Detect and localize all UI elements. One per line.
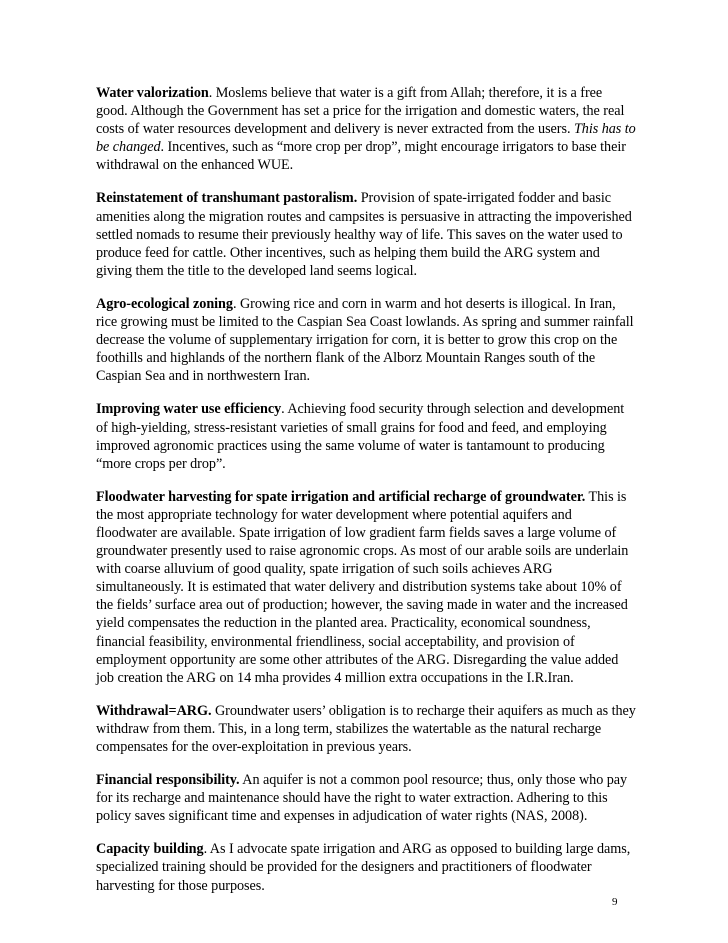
paragraph-floodwater-harvesting xyxy=(96,488,636,687)
paragraph-italic-text: This has to be changed xyxy=(96,121,636,156)
heading-suffix: . xyxy=(232,295,240,312)
paragraph-heading: Reinstatement of transhumant pastoralism. xyxy=(96,190,358,207)
paragraph-water-use-efficiency xyxy=(96,400,636,472)
paragraph-financial-responsibility xyxy=(96,771,636,825)
paragraph-text: An aquifer is not a common pool resource; thus, only those who pay for its recharge and maintenance should have the right to water extraction. Adhering to this policy saves significant time and expenses in adjudication of water rights (NAS, 2008). xyxy=(96,772,628,825)
paragraph-text: Moslems believe that water is a gift from Allah; therefore, it is a free good. Although the Government has set a price for the irrigation and domestic waters, the real costs of water resources development and delivery is never extracted from the users. xyxy=(96,85,625,138)
paragraph-tail-text: . Incentives, such as “more crop per drop”, might encourage irrigators to base their withdrawal on the enhanced WUE. xyxy=(96,139,626,174)
page-number: 9 xyxy=(612,896,618,908)
paragraph-text: This is the most appropriate technology for water development where potential aquifers and floodwater are available. Spate irrigation of low gradient farm fields saves a large volume of groundwater presently used to raise agronomic crops. As most of our arable soils are underlain with coarse alluvium of good quality, spate irrigation of such soils achieves ARG simultaneously. It is estimated that water delivery and distribution systems take about 10% of the fields’ surface area out of production; however, the saving made in water and the increased yield compensates the reduction in the planted area. Practicality, economical soundness, financial feasibility, environmental friendliness, social acceptability, and provision of employment opportunity are some other attributes of the ARG. Disregarding the value added job creation the ARG on 14 mha provides 4 million extra occupations in the I.R.Iran. xyxy=(96,488,629,686)
paragraph-text: Provision of spate-irrigated fodder and basic amenities along the migration routes and campsites is persuasive in attracting the impoverished settled nomads to resume their previously healthy way of life. This saves on the water used to produce feed for cattle. Other incentives, such as helping them build the ARG system and giving them the title to the developed land seems logical. xyxy=(96,190,632,279)
heading-suffix: . xyxy=(203,841,210,858)
paragraph-heading: Withdrawal=ARG. xyxy=(96,702,212,719)
paragraph-heading: Water valorization xyxy=(96,85,209,101)
paragraph-text: Growing rice and corn in warm and hot deserts is illogical. In Iran, rice growing must be limited to the Caspian Sea Coast lowlands. As spring and summer rainfall decrease the volume of supplementary irrigation for corn, it is better to grow this crop on the foothills and highlands of the northern flank of the Alborz Mountain Ranges south of the Caspian Sea and in northwestern Iran. xyxy=(96,295,634,385)
paragraph-text: As I advocate spate irrigation and ARG as opposed to building large dams, specialized training should be provided for the designers and practitioners of floodwater harvesting for those purposes. xyxy=(96,841,631,894)
paragraph-water-valorization xyxy=(96,84,636,174)
paragraph-agro-ecological-zoning xyxy=(96,295,636,385)
heading-suffix: . xyxy=(208,85,216,101)
paragraph-heading: Capacity building xyxy=(96,841,204,858)
paragraph-capacity-building xyxy=(96,840,636,894)
paragraph-heading: Improving water use efficiency xyxy=(96,401,282,418)
heading-suffix: . xyxy=(281,401,288,418)
paragraph-withdrawal-arg xyxy=(96,702,636,756)
paragraph-transhumant-pastoralism xyxy=(96,189,636,279)
paragraph-heading: Agro-ecological zoning xyxy=(96,295,233,312)
paragraph-heading: Floodwater harvesting for spate irrigation and artificial recharge of groundwater. xyxy=(96,488,586,505)
paragraph-heading: Financial responsibility. xyxy=(96,772,240,789)
paragraph-text: Groundwater users’ obligation is to recharge their aquifers as much as they withdraw from them. This, in a long term, stabilizes the watertable as the natural recharge compensates for the over-exploitation in previous years. xyxy=(96,702,636,755)
page-body xyxy=(96,84,636,910)
paragraph-text: Achieving food security through selection and development of high-yielding, stress-resistant varieties of small grains for food and feed, and employing improved agronomic practices using the same volume of water is tantamount to producing “more crops per drop”. xyxy=(96,401,625,472)
